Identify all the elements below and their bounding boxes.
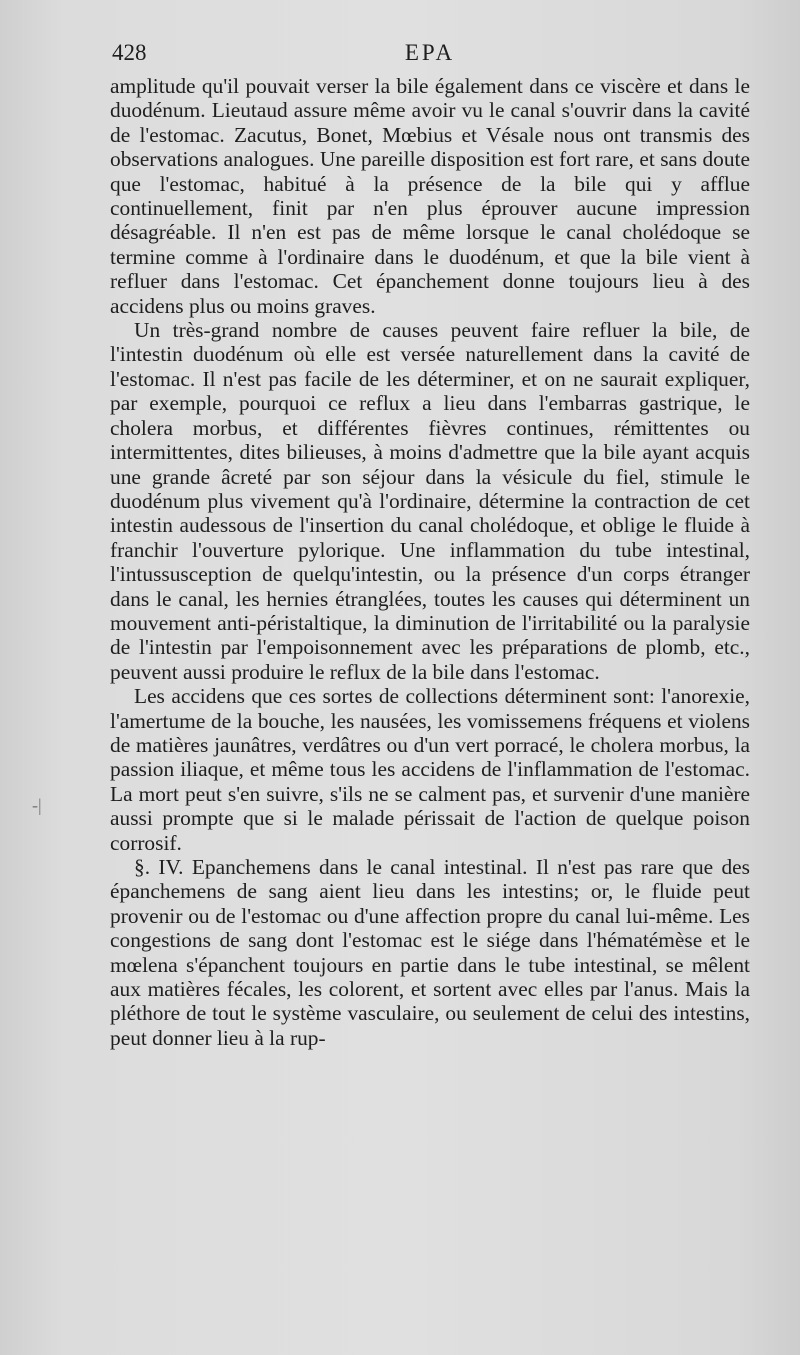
paragraph-4: §. IV. Epanchemens dans le canal intestinal. Il n'est pas rare que des épanchemens de sang aient lieu dans les intestins; or, le fluide peut provenir ou de l'estomac ou d'une affection propre du canal lui-même. Les congestions de sang dont l'estomac est le siége dans l'hématémèse et le mœlena s'épanchent toujours en partie dans le tube intestinal, se mêlent aux matières fécales, les colorent, et sortent avec elles par l'anus. Mais la pléthore de tout le système vasculaire, ou seulement de celui des intestins, peut donner lieu à la rup- bbox=[110, 855, 750, 1050]
page-header bbox=[112, 40, 748, 68]
page-number: 428 bbox=[112, 40, 147, 65]
page-body bbox=[110, 74, 750, 1050]
paragraph-3: Les accidens que ces sortes de collections déterminent sont: l'anorexie, l'amertume de la bouche, les nausées, les vomissemens fréquens et violens de matières jaunâtres, verdâtres ou d'un vert porracé, le cholera morbus, la passion iliaque, et même tous les accidens de l'inflammation de l'estomac. La mort peut s'en suivre, s'ils ne se calment pas, et survenir d'une manière aussi prompte que si le malade périssait de l'action de quelque poison corrosif. bbox=[110, 684, 750, 855]
paragraph-1: amplitude qu'il pouvait verser la bile également dans ce viscère et dans le duodénum. Lieutaud assure même avoir vu le canal s'ouvrir dans la cavité de l'estomac. Zacutus, Bonet, Mœbius et Vésale nous ont transmis des observations analogues. Une pareille disposition est fort rare, et sans doute que l'estomac, habitué à la présence de la bile qui y afflue continuellement, finit par n'en plus éprouver aucune impression désagréable. Il n'en est pas de même lorsque le canal cholédoque se termine comme à l'ordinaire dans le duodénum, et que la bile vient à refluer dans l'estomac. Cet épanchement donne toujours lieu à des accidens plus ou moins graves. bbox=[110, 74, 750, 318]
paragraph-2: Un très-grand nombre de causes peuvent faire refluer la bile, de l'intestin duodénum où elle est versée naturellement dans la cavité de l'estomac. Il n'est pas facile de les déterminer, et on ne saurait expliquer, par exemple, pourquoi ce reflux a lieu dans l'embarras gastrique, le cholera morbus, et différentes fièvres continues, rémittentes ou intermittentes, dites bilieuses, à moins d'admettre que la bile ayant acquis une grande âcreté par son séjour dans la vésicule du fiel, stimule le duodénum plus vivement qu'à l'ordinaire, détermine la contraction de cet intestin audessous de l'insertion du canal cholédoque, et oblige le fluide à franchir l'ouverture pylorique. Une inflammation du tube intestinal, l'intussusception de quelqu'intestin, ou la présence d'un corps étranger dans le canal, les hernies étranglées, toutes les causes qui déterminent un mouvement anti-péristaltique, la diminution de l'irritabilité ou la paralysie de l'intestin par l'empoisonnement avec les préparations de plomb, etc., peuvent aussi produire le reflux de la bile dans l'estomac. bbox=[110, 318, 750, 684]
running-title: EPA bbox=[404, 40, 456, 65]
margin-mark: -| bbox=[32, 795, 42, 815]
